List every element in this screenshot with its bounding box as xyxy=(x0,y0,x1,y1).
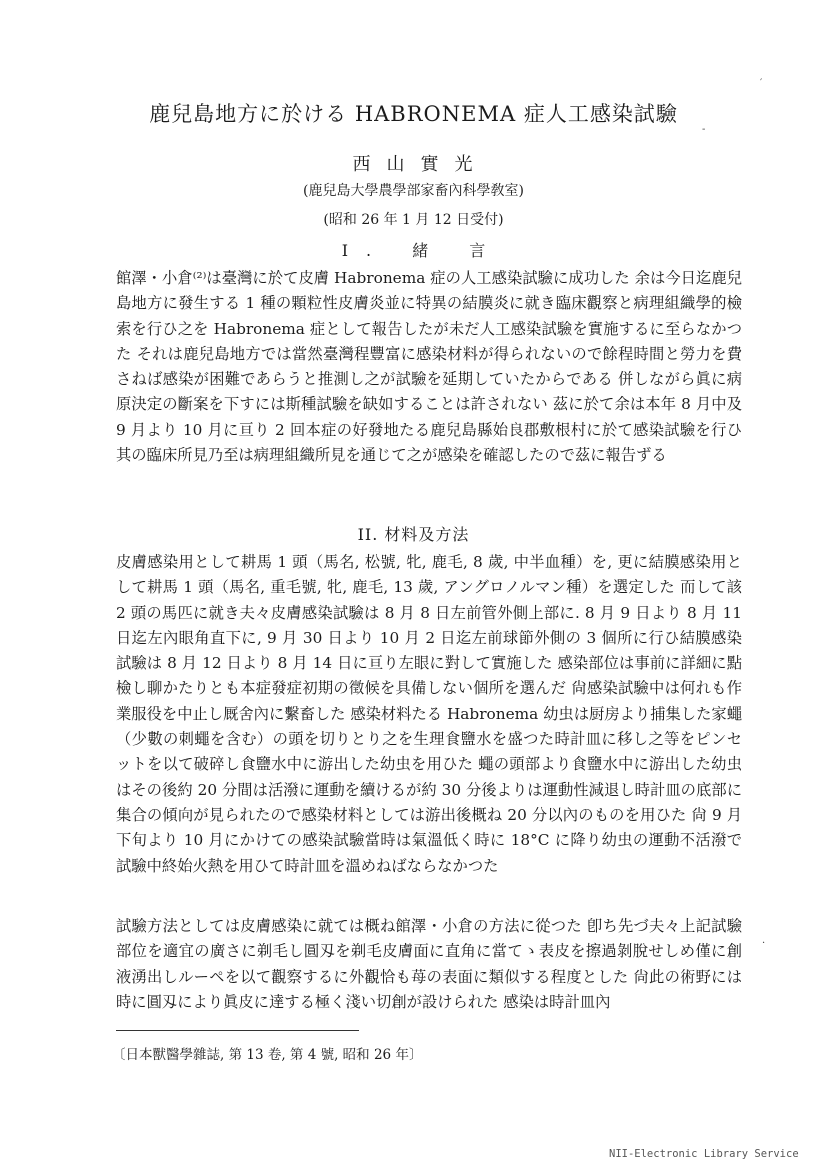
paragraph-methods: 試驗方法としては皮膚感染に就ては概ね館澤・小倉の方法に從つた 卽ち先づ夫々上記試驗部位を適宜の廣さに剃毛し圓刄を剃毛皮膚面に直角に當てゝ表皮を擦過剝脫せしめ僅に創液湧出しルーペを以て觀察するに外觀恰も苺の表面に類似する程度とした 尙此の術野には時に圓刄により眞皮に達する極く淺い切創が設けられた 感染は時計皿內 xyxy=(116,917,742,1011)
journal-citation: 〔日本獸醫學雜誌, 第 13 卷, 第 4 號, 昭和 26 年〕 xyxy=(112,1047,423,1063)
scan-speck: · xyxy=(762,938,766,949)
section-heading-materials-methods: II. 材料及方法 xyxy=(357,525,470,544)
received-date: (昭和 26 年 1 月 12 日受付) xyxy=(323,212,504,228)
paper-title: 鹿兒島地方に於ける HABRONEMA 症人工感染試驗 xyxy=(149,102,678,126)
author-name: 西山實光 xyxy=(352,154,489,175)
paragraph-introduction: 館澤・小倉⁽²⁾は臺灣に於て皮膚 Habronema 症の人工感染試驗に成功した 余は今日迄鹿兒島地方に發生する 1 種の顆粒性皮膚炎並に特異の結膜炎に就き臨床觀察と病理組織學的檢索を行ひ之を Habronema 症として報告したが未だ人工感染試驗を實施するに至らなかつた それは鹿兒島地方では當然臺灣程豐富に感染材料が得られないので餘程時間と勞力を費さねば感染が困難であらうと推測し之が試驗を延期していたからである 併しながら眞に病原決定の斷案を下すには斯種試驗を缺如することは許されない 茲に於て余は本年 8 月中及 9 月より 10 月に亘り 2 回本症の好發地たる鹿兒島縣始良郡敷根村に於て感染試驗を行ひ其の臨床所見乃至は病理組織所見を通じて之が感染を確認したので茲に報告ずる xyxy=(116,269,742,465)
scan-speck: - xyxy=(702,124,706,135)
scan-speck: ′ xyxy=(760,78,763,89)
library-footer: NII-Electronic Library Service xyxy=(609,1148,799,1160)
footnote-rule xyxy=(116,1030,359,1031)
section-heading-introduction: I. 緒 言 xyxy=(341,241,504,260)
affiliation: (鹿兒島大學農學部家畜內科學敎室) xyxy=(303,183,524,199)
paragraph-materials: 皮膚感染用として耕馬 1 頭（馬名, 松號, 牝, 鹿毛, 8 歲, 中半血種）を, 更に結膜感染用として耕馬 1 頭（馬名, 重毛號, 牝, 鹿毛, 13 歲, アングロノルマン種）を選定した 而して該 2 頭の馬匹に就き夫々皮膚感染試驗は 8 月 8 日左前管外側上部に. 8 月 9 日より 8 月 11 日迄左內眼角直下に, 9 月 30 日より 10 月 2 日迄左前球節外側の 3 個所に行ひ結膜感染試驗は 8 月 12 日より 8 月 14 日に亘り左眼に對して實施した 感染部位は事前に詳細に點檢し聊かたりとも本症發症初期の徵候を具備しない個所を選んだ 尙感染試驗中は何れも作業服役を中止し厩舍內に繫畜した 感染材料たる Habronema 幼虫は厨房より捕集した家蠅（少數の刺蠅を含む）の頭を切りとり之を生理食鹽水を盛つた時計皿に移し之等をピンセットを以て破碎し食鹽水中に游出した幼虫を用ひた 蠅の頭部より食鹽水中に游出した幼虫はその後約 20 分間は活潑に運動を續けるが約 30 分後よりは運動性減退し時計皿の底部に集合の傾向が見られたので感染材料としては游出後概ね 20 分以內のものを用ひた 尙 9 月下旬より 10 月にかけての感染試驗當時は氣溫低く時に 18°C に降り幼虫の運動不活潑で試驗中終始火熱を用ひて時計皿を溫めねばならなかつた xyxy=(116,553,742,875)
